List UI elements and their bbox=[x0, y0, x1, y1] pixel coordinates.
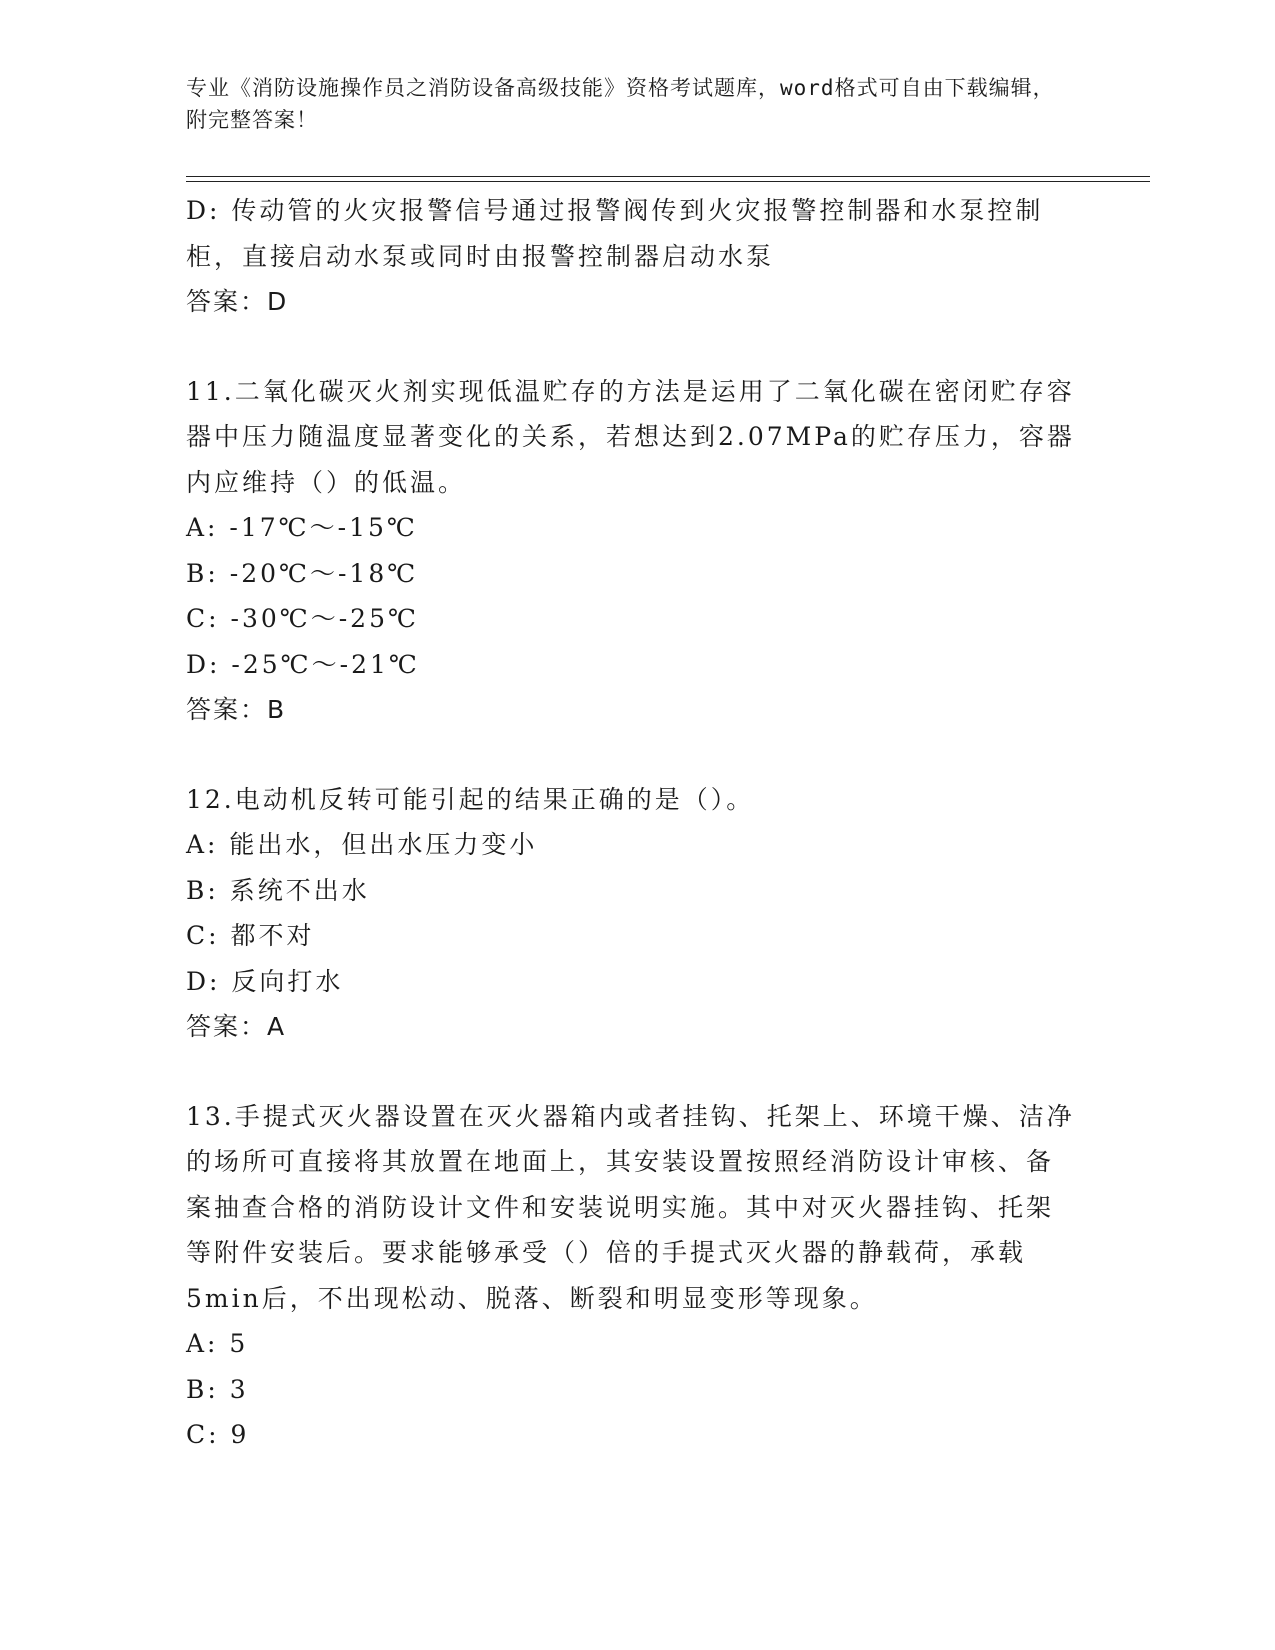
prev-question-answer: 答案：D bbox=[186, 287, 289, 316]
question-13-option-a: A: 5 bbox=[186, 1329, 249, 1358]
question-11-option-d: D: -25℃～-21℃ bbox=[186, 649, 420, 679]
question-11-option-b: B: -20℃～-18℃ bbox=[186, 558, 419, 588]
question-11-option-c: C: -30℃～-25℃ bbox=[186, 604, 419, 633]
spacer bbox=[186, 1050, 1076, 1094]
spacer bbox=[186, 325, 1076, 369]
header-rule-top bbox=[186, 176, 1150, 177]
question-content bbox=[186, 188, 1076, 1458]
question-11-option-a: A: -17℃～-15℃ bbox=[186, 513, 418, 542]
question-12-option-b: B: 系统不出水 bbox=[186, 875, 370, 905]
question-12-stem: 12.电动机反转可能引起的结果正确的是（）。 bbox=[186, 784, 755, 814]
prev-question-option-d: D: 传动管的火灾报警信号通过报警阀传到火灾报警控制器和水泵控制柜，直接启动水泵或同时由报警控制器启动水泵 bbox=[186, 196, 1044, 271]
question-12-option-d: D: 反向打水 bbox=[186, 966, 344, 996]
question-12-answer: 答案：A bbox=[186, 1012, 287, 1041]
question-12-option-c: C: 都不对 bbox=[186, 921, 315, 950]
question-11-answer: 答案：B bbox=[186, 695, 287, 724]
header-rule-bottom bbox=[186, 181, 1150, 182]
question-13-option-c: C: 9 bbox=[186, 1420, 250, 1449]
page-header: 专业《消防设施操作员之消防设备高级技能》资格考试题库，word格式可自由下载编辑，附完整答案！ bbox=[186, 76, 1055, 132]
question-11-stem: 11.二氧化碳灭火剂实现低温贮存的方法是运用了二氧化碳在密闭贮存容器中压力随温度显著变化的关系，若想达到2.07MPa的贮存压力，容器内应维持（）的低温。 bbox=[186, 376, 1075, 497]
question-13-stem: 13.手提式灭火器设置在灭火器箱内或者挂钩、托架上、环境干燥、洁净的场所可直接将其放置在地面上，其安装设置按照经消防设计审核、备案抽查合格的消防设计文件和安装说明实施。其中对灭火器挂钩、托架等附件安装后。要求能够承受（）倍的手提式灭火器的静载荷，承载5min后，不出现松动、脱落、断裂和明显变形等现象。 bbox=[186, 1101, 1075, 1313]
question-12-option-a: A: 能出水，但出水压力变小 bbox=[186, 830, 538, 859]
question-13-option-b: B: 3 bbox=[186, 1374, 249, 1404]
spacer bbox=[186, 733, 1076, 777]
